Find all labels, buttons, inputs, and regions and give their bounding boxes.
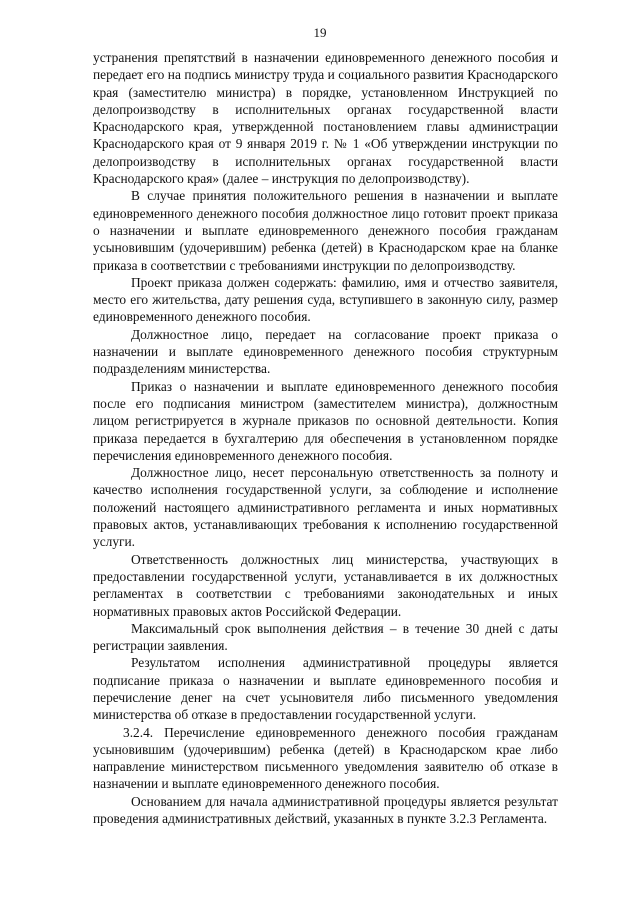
paragraph-continuation: устранения препятствий в назначении единовременного денежного пособия и передает его на подпись министру труда и социального развития Краснодарского края (заместителю министра) в порядке, установленном Инструкцией по делопроизводству в исполнительных органах государственной власти Краснодарского края, утвержденной постановлением главы администрации Краснодарского края от 9 января 2019 г. № 1 «Об утверждении инструкции по делопроизводству в исполнительных органах государственной власти Краснодарского края» (далее – инструкция по делопроизводству). [93, 50, 558, 187]
document-body [93, 49, 558, 827]
paragraph-order-registration: Приказ о назначении и выплате единовременного денежного пособия после его подписания министром (заместителем министра), должностным лицом регистрируется в журнале приказов по основной деятельности. Копия приказа передается в бухгалтерию для обеспечения в установленном порядке перечисления единовременного денежного пособия. [93, 378, 558, 463]
paragraph-result: Результатом исполнения административной процедуры является подписание приказа о назначении и выплате единовременного пособия и перечисление денег на счет усыновителя либо письменного уведомления министерства об отказе в предоставлении государственной услуги. [93, 655, 558, 723]
paragraph-positive-decision: В случае принятия положительного решения в назначении и выплате единовременного денежного пособия должностное лицо готовит проект приказа о назначении и выплате единовременного денежного пособия гражданам усыновившим (удочерившим) ребенка (детей) в Краснодарском крае на бланке приказа в соответствии с требованиями инструкции по делопроизводству. [93, 188, 558, 273]
page-number: 19 [313, 25, 327, 40]
paragraph-draft-content: Проект приказа должен содержать: фамилию, имя и отчество заявителя, место его жительства, дату решения суда, вступившего в законную силу, размер единовременного денежного пособия. [93, 274, 558, 325]
paragraph-max-term: Максимальный срок выполнения действия – в течение 30 дней с даты регистрации заявления. [93, 620, 558, 654]
paragraph-approval: Должностное лицо, передает на согласование проект приказа о назначении и выплате единовременного денежного пособия структурным подразделениям министерства. [93, 326, 558, 377]
paragraph-section-3-2-4: 3.2.4. Перечисление единовременного денежного пособия гражданам усыновившим (удочерившим) ребенка (детей) в Краснодарском крае либо направление министерством письменного уведомления заявителю об отказе в назначении и выплате единовременного денежного пособия. [93, 724, 558, 792]
paragraph-basis: Основанием для начала административной процедуры является результат проведения административных действий, указанных в пункте 3.2.3 Регламента. [93, 793, 558, 827]
paragraph-responsibility: Должностное лицо, несет персональную ответственность за полноту и качество исполнения государственной услуги, за соблюдение и исполнение положений настоящего административного регламента и иных нормативных правовых актов, устанавливающих требования к исполнению государственной услуги. [93, 465, 558, 550]
paragraph-officials-liability: Ответственность должностных лиц министерства, участвующих в предоставлении государственной услуги, устанавливается в их должностных регламентах в соответствии с требованиями законодательных и иных нормативных правовых актов Российской Федерации. [93, 551, 558, 619]
